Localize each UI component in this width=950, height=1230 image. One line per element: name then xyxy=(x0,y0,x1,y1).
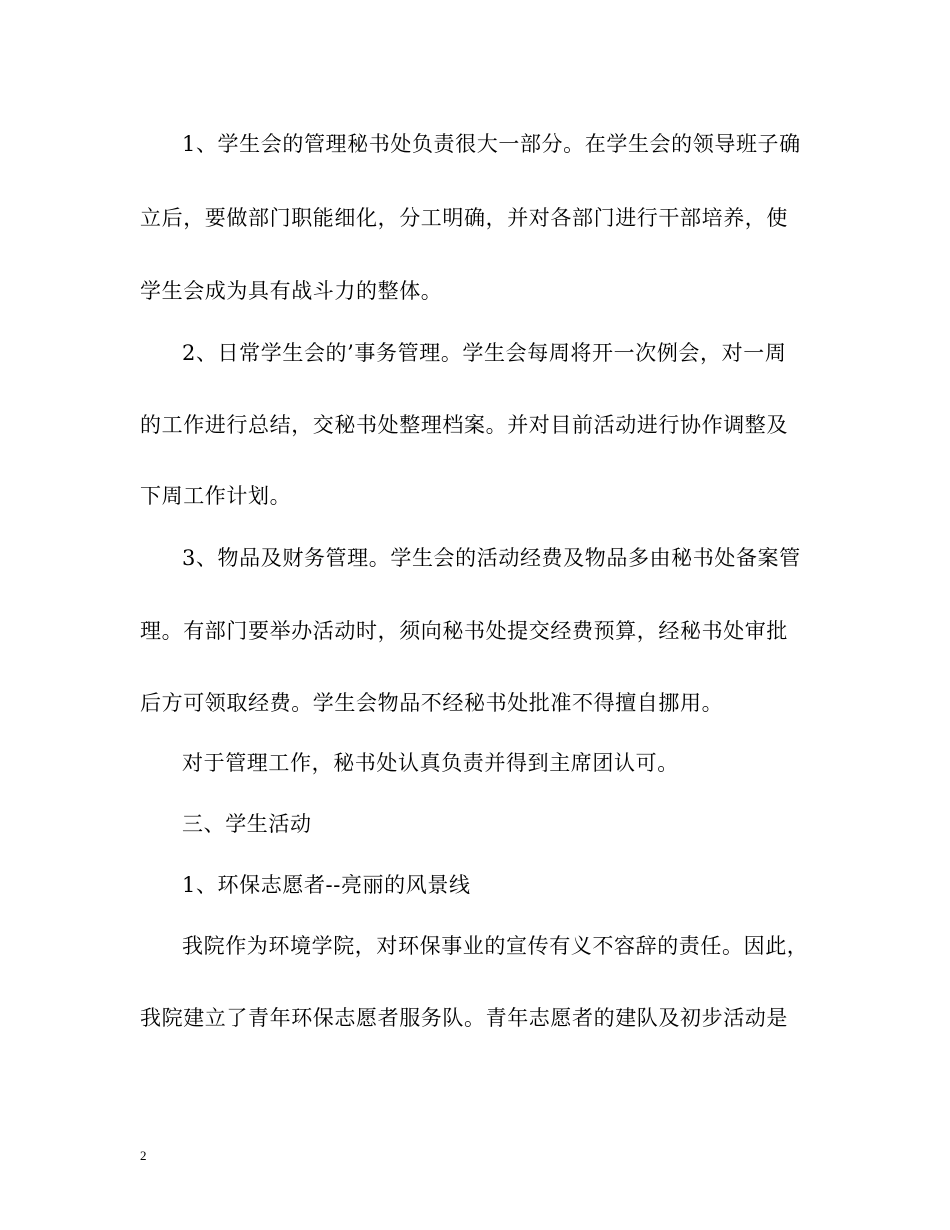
paragraph-line: 我院建立了青年环保志愿者服务队。青年志愿者的建队及初步活动是 xyxy=(140,1006,788,1030)
subsection-heading: 1、环保志愿者--亮丽的风景线 xyxy=(182,873,471,897)
paragraph-line: 1、学生会的管理秘书处负责很大一部分。在学生会的领导班子确 xyxy=(182,132,801,156)
paragraph-line: 3、物品及财务管理。学生会的活动经费及物品多由秘书处备案管 xyxy=(182,546,801,570)
paragraph-line: 下周工作计划。 xyxy=(140,484,292,508)
paragraph-line: 后方可领取经费。学生会物品不经秘书处批准不得擅自挪用。 xyxy=(140,691,724,715)
paragraph-line: 的工作进行总结，交秘书处整理档案。并对目前活动进行协作调整及 xyxy=(140,413,788,437)
page-number: 2 xyxy=(140,1148,147,1163)
paragraph-line: 对于管理工作，秘书处认真负责并得到主席团认可。 xyxy=(182,751,679,775)
paragraph-line: 理。有部门要举办活动时，须向秘书处提交经费预算，经秘书处审批 xyxy=(140,619,788,643)
paragraph-line: 学生会成为具有战斗力的整体。 xyxy=(140,279,443,303)
section-heading: 三、学生活动 xyxy=(182,812,312,836)
paragraph-line: 立后，要做部门职能细化，分工明确，并对各部门进行干部培养，使 xyxy=(140,206,788,230)
paragraph-line: 2、日常学生会的’事务管理。学生会每周将开一次例会，对一周 xyxy=(182,341,787,365)
paragraph-line: 我院作为环境学院，对环保事业的宣传有义不容辞的责任。因此， xyxy=(182,934,809,958)
